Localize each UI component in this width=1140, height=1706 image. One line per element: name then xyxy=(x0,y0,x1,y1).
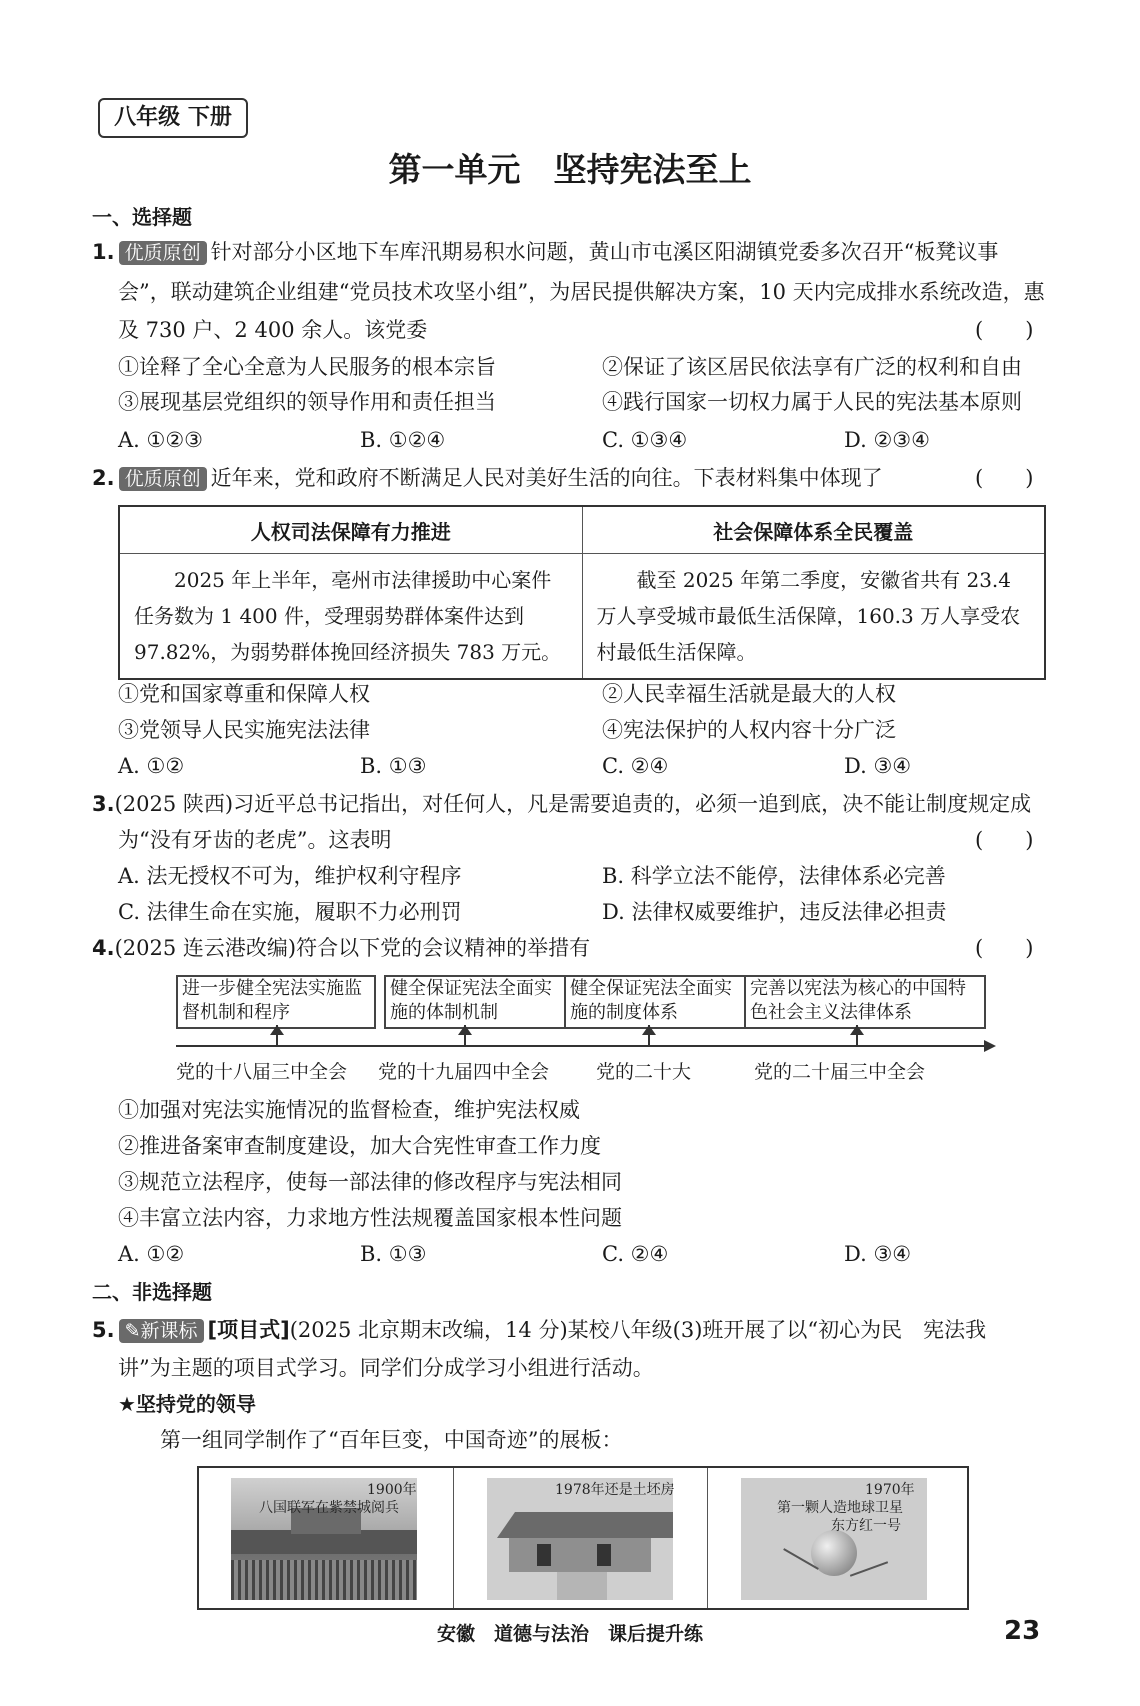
photo3-year: 1970年 xyxy=(865,1482,915,1498)
grade-tag: 八年级 下册 xyxy=(98,98,248,138)
q5-tag: [项目式] xyxy=(207,1318,290,1342)
timeline-label-4: 党的二十届三中全会 xyxy=(754,1061,926,1083)
q4-line1 xyxy=(92,936,590,960)
exhibit-board xyxy=(197,1466,969,1610)
q3-choice-a: A. 法无授权不可为，维护权利守程序 xyxy=(118,864,462,888)
section-nonchoice-title: 二、非选择题 xyxy=(92,1280,212,1304)
q2-table-header-1: 人权司法保障有力推进 xyxy=(119,506,582,554)
exhibit-cell-2 xyxy=(453,1468,708,1608)
q1-choice-a: A. ①②③ xyxy=(118,428,203,452)
q2-choice-d: D. ③④ xyxy=(844,754,912,778)
q3-choice-c: C. 法律生命在实施，履职不力必刑罚 xyxy=(118,900,462,924)
q2-table-cell-1: 2025 年上半年，亳州市法律援助中心案件任务数为 1 400 件，受理弱势群体案件达到 97.82%，为弱势群体挽回经济损失 783 万元。 xyxy=(119,554,582,680)
q3-answer-paren: ( ) xyxy=(975,828,1034,852)
q4-choice-c: C. ②④ xyxy=(602,1242,669,1266)
q2-table-cell-2: 截至 2025 年第二季度，安徽省共有 23.4 万人享受城市最低生活保障，160.3 万人享受农村最低生活保障。 xyxy=(582,554,1045,680)
q1-choice-c: C. ①③④ xyxy=(602,428,688,452)
q2-answer-paren: ( ) xyxy=(975,466,1034,490)
footer-text: 安徽 道德与法治 课后提升练 xyxy=(436,1623,703,1645)
q3-stem-1: (2025 陕西)习近平总书记指出，对任何人，凡是需要追责的，必须一追到底，决不能让制度规定成 xyxy=(114,792,1032,816)
q1-option-2: ②保证了该区居民依法享有广泛的权利和自由 xyxy=(602,355,1022,379)
timeline-arrow-4 xyxy=(856,1025,858,1045)
q2-option-4: ④宪法保护的人权内容十分广泛 xyxy=(602,718,896,742)
q5-badge xyxy=(119,1319,204,1343)
q1-badge: 优质原创 xyxy=(119,241,207,265)
q1-choice-d: D. ②③④ xyxy=(844,428,930,452)
photo1-caption: 八国联军在紫禁城阅兵 xyxy=(259,1500,399,1516)
q5-intro: 第一组同学制作了“百年巨变，中国奇迹”的展板： xyxy=(160,1428,623,1452)
q5-subheading: ★坚持党的领导 xyxy=(118,1392,256,1416)
q5-stem-1: (2025 北京期末改编，14 分)某校八年级(3)班开展了以“初心为民 宪法我 xyxy=(289,1318,987,1342)
q1-stem-3: 及 730 户、2 400 余人。该党委 xyxy=(118,318,428,342)
q2-number: 2. xyxy=(92,466,115,490)
q2-option-2: ②人民幸福生活就是最大的人权 xyxy=(602,682,896,706)
q1-option-1: ①诠释了全心全意为人民服务的根本宗旨 xyxy=(118,355,496,379)
q4-option-2: ②推进备案审查制度建设，加大合宪性审查工作力度 xyxy=(118,1134,601,1158)
photo3-caption-1: 第一颗人造地球卫星 xyxy=(777,1500,903,1516)
timeline-box-2: 健全保证宪法全面实施的体制机制 xyxy=(384,975,566,1029)
timeline-box-3: 健全保证宪法全面实施的制度体系 xyxy=(564,975,746,1029)
timeline-arrow-1 xyxy=(276,1025,278,1045)
timeline-label-1: 党的十八届三中全会 xyxy=(176,1061,348,1083)
q4-option-3: ③规范立法程序，使每一部法律的修改程序与宪法相同 xyxy=(118,1170,622,1194)
q3-stem-2: 为“没有牙齿的老虎”。这表明 xyxy=(118,828,392,852)
q5-stem-2: 讲”为主题的项目式学习。同学们分成学习小组进行活动。 xyxy=(118,1356,654,1380)
q2-option-1: ①党和国家尊重和保障人权 xyxy=(118,682,370,706)
exhibit-cell-3 xyxy=(707,1468,967,1608)
q2-badge: 优质原创 xyxy=(119,467,207,491)
q1-option-3: ③展现基层党组织的领导作用和责任担当 xyxy=(118,390,496,414)
unit-title: 第一单元 坚持宪法至上 xyxy=(388,150,752,189)
q4-number: 4. xyxy=(92,936,115,960)
q5-badge-icon: ✎ xyxy=(124,1320,141,1342)
timeline-arrow-3 xyxy=(648,1025,650,1045)
timeline-label-2: 党的十九届四中全会 xyxy=(378,1061,550,1083)
photo1-year: 1900年 xyxy=(367,1482,417,1498)
timeline-axis xyxy=(176,1045,986,1047)
q4-choice-d: D. ③④ xyxy=(844,1242,912,1266)
q3-choice-b: B. 科学立法不能停，法律体系必完善 xyxy=(602,864,946,888)
photo3-caption-2: 东方红一号 xyxy=(831,1518,901,1534)
q3-choice-d: D. 法律权威要维护，违反法律必担责 xyxy=(602,900,947,924)
q4-option-1: ①加强对宪法实施情况的监督检查，维护宪法权威 xyxy=(118,1098,580,1122)
q2-stem: 近年来，党和政府不断满足人民对美好生活的向往。下表材料集中体现了 xyxy=(210,466,883,490)
timeline-box-4: 完善以宪法为核心的中国特色社会主义法律体系 xyxy=(744,975,986,1029)
q4-answer-paren: ( ) xyxy=(975,936,1034,960)
q1-stem-1: 针对部分小区地下车库汛期易积水问题，黄山市屯溪区阳湖镇党委多次召开“板凳议事 xyxy=(210,240,999,264)
q1-option-4: ④践行国家一切权力属于人民的宪法基本原则 xyxy=(602,390,1022,414)
photo2-caption: 1978年还是土坯房 xyxy=(555,1482,675,1498)
q5-number: 5. xyxy=(92,1318,115,1342)
exhibit-cell-1 xyxy=(199,1468,454,1608)
q2-choice-a: A. ①② xyxy=(118,754,185,778)
q4-option-4: ④丰富立法内容，力求地方性法规覆盖国家根本性问题 xyxy=(118,1206,622,1230)
q2-table-header-2: 社会保障体系全民覆盖 xyxy=(582,506,1045,554)
q2-choice-b: B. ①③ xyxy=(360,754,427,778)
q2-choice-c: C. ②④ xyxy=(602,754,669,778)
timeline-box-1: 进一步健全宪法实施监督机制和程序 xyxy=(176,975,376,1029)
timeline-axis-arrowhead xyxy=(984,1040,996,1052)
q2-material-table xyxy=(118,505,1046,680)
q1-choice-b: B. ①②④ xyxy=(360,428,446,452)
q3-line1 xyxy=(92,792,1031,816)
page-number: 23 xyxy=(1004,1616,1041,1646)
q5-line1 xyxy=(92,1318,986,1343)
q1-number: 1. xyxy=(92,240,115,264)
q1-stem-2: 会”，联动建筑企业组建“党员技术攻坚小组”，为居民提供解决方案，10 天内完成排水系统改造，惠 xyxy=(118,280,1045,304)
q2-option-3: ③党领导人民实施宪法法律 xyxy=(118,718,370,742)
q4-choice-b: B. ①③ xyxy=(360,1242,427,1266)
q1-line1 xyxy=(92,240,998,265)
section-choice-title: 一、选择题 xyxy=(92,205,192,229)
q4-choice-a: A. ①② xyxy=(118,1242,185,1266)
q4-stem: (2025 连云港改编)符合以下党的会议精神的举措有 xyxy=(114,936,591,960)
q3-number: 3. xyxy=(92,792,115,816)
q2-line1 xyxy=(92,466,883,491)
timeline-arrow-2 xyxy=(464,1025,466,1045)
q1-answer-paren: ( ) xyxy=(975,318,1034,342)
timeline-label-3: 党的二十大 xyxy=(596,1061,692,1083)
q5-badge-label: 新课标 xyxy=(140,1320,198,1342)
